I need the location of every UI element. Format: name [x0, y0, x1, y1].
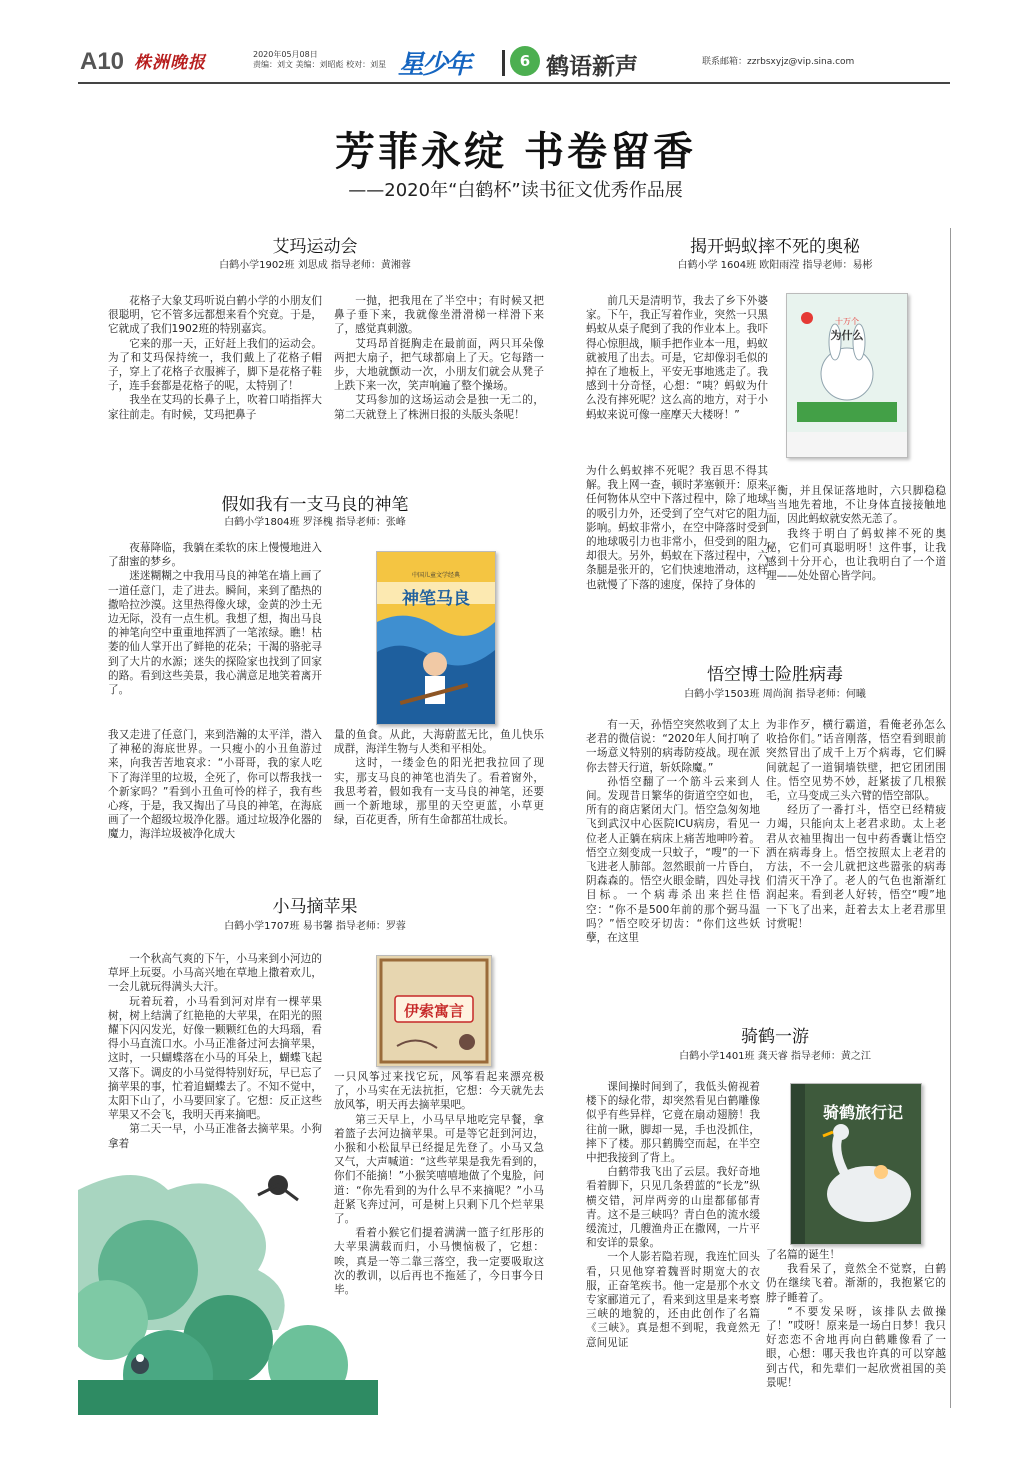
article-paragraph: 花格子大象艾玛听说白鹤小学的小朋友们很聪明，它不管多远都想来看个究竟。于是，它就成了我们1902班的特别嘉宾。: [108, 295, 322, 336]
article-paragraph: 量的鱼食。从此，大海蔚蓝无比，鱼儿快乐成群，海洋生物与人类和平相处。: [334, 729, 544, 756]
article-title: 悟空博士险胜病毒: [707, 665, 843, 685]
book-cover-why: [786, 293, 908, 458]
article-body-column: [108, 294, 322, 474]
article-body-column: [586, 464, 768, 644]
article-paragraph: 为非作歹，横行霸道，看俺老孙怎么收拾你们。”话音刚落，悟空看到眼前突然冒出了成千上万个病毒，它们瞬间就起了一道铜墙铁壁，把它团团围住。悟空见势不妙，赶紧拔了几根猴毛，立马变成三头六臂的悟空部队。: [766, 719, 946, 803]
section-brand-name: 鹤语新声: [546, 54, 638, 80]
article-paragraph: 经历了一番打斗，悟空已经精疲力竭，只能向太上老君求助。太上老君从衣袖里掏出一包中药香囊让悟空洒在病毒身上。悟空按照太上老君的方法，不一会儿就把这些嚣张的病毒们清灭干净了。老人的气色也渐渐红润起来。看到老人好转，悟空“嗖”地一下飞了出来，赶着去太上老君那里讨赏呢！: [766, 804, 946, 930]
newspaper-masthead: 株洲晚报: [134, 53, 206, 73]
tree-illustration: [78, 1150, 378, 1415]
article-paragraph: 艾玛参加的这场运动会是独一无二的，第二天就登上了株洲日报的头版头条呢！: [334, 394, 544, 421]
issue-date: 2020年05月08日: [253, 50, 318, 59]
issue-meta: [253, 50, 386, 70]
book-cover-riding-crane: [790, 1083, 922, 1245]
article-body-column: [766, 484, 946, 624]
article-body-column: [586, 1080, 760, 1406]
brand-star: 星: [398, 50, 423, 80]
book-title: 神笔马良: [402, 589, 470, 609]
article-paragraph: 白鹤带我飞出了云层。我好奇地看着脚下，只见几条碧蓝的“长龙”纵横交错，河岸两旁的山崖都郁郁青青。这不是三峡吗？青白色的流水缓缓流过，几艘渔舟正在撒网，一片平和安详的景象。: [586, 1166, 760, 1250]
book-cover-shenbi-maliang: [376, 551, 496, 725]
article-paragraph: 第二天一早，小马正准备去摘苹果。小狗拿着: [108, 1123, 322, 1150]
article-paragraph: 我坐在艾玛的长鼻子上，吹着口哨指挥大家往前走。有时候，艾玛把鼻子: [108, 394, 322, 421]
article-title: 艾玛运动会: [272, 237, 358, 257]
book-title: 骑鹤旅行记: [822, 1103, 903, 1122]
article-paragraph: 看着小猴它们提着满满一篮子红彤彤的大苹果满载而归，小马懊恼极了，它想：唉，真是一等二靠三落空，我一定要吸取这次的教训，以后再也不拖延了，今日事今日毕。: [334, 1227, 544, 1297]
article-paragraph: 一个秋高气爽的下午，小马来到小河边的草坪上玩耍。小马高兴地在草地上撒着欢儿，一会儿就玩得满头大汗。: [108, 953, 322, 994]
book-title: 为什么: [830, 329, 864, 342]
article-paragraph: “不要发呆呀，该排队去做操了！”哎呀！原来是一场白日梦！我只好恋恋不舍地再向白鹤雕像看了一眼，心想：哪天我也许真的可以穿越到古代，和先辈们一起欣赏祖国的美景呢！: [766, 1305, 946, 1389]
article-paragraph: 这时，一缕金色的阳光把我拉回了现实，那支马良的神笔也消失了。看着窗外，我思考着，假如我有一支马良的神笔，还要画一个新地球，那里的天空更蓝，小草更绿，百花更香，所有生命都茁壮成长。: [334, 757, 544, 827]
article-paragraph: 了名篇的诞生！: [766, 1249, 841, 1261]
contact-email: 联系邮箱：zzrbsxyjz@vip.sina.com: [702, 57, 855, 67]
article-body-column: [334, 294, 544, 474]
editor-credits: 责编：刘文 美编：刘昭彪 校对：刘星: [253, 60, 387, 69]
article-paragraph: 一只风筝过来找它玩，风筝看起来漂亮极了，小马实在无法抗拒，它想：今天就先去放风筝，明天再去摘苹果吧。: [334, 1071, 544, 1112]
article-paragraph: 一个人影若隐若现，我连忙回头看，只见他穿着魏晋时期宽大的衣服，正奋笔疾书。他一定是那个水文专家郦道元了，看来到这里是来考察三峡的地貌的，还由此创作了名篇《三峡》。真是想不到呢，我竟然无意间见证: [586, 1251, 760, 1349]
article-paragraph: 为什么蚂蚁摔不死呢？我百思不得其解。我上网一查，顿时茅塞顿开：原来任何物体从空中下落过程中，除了地球的吸引力外，还受到了空气对它的阻力影响。蚂蚁非常小，在空中降落时受到的地球吸引力也非常小，但受到的阻力却很大。另外，蚂蚁在下落过程中，六条腿是张开的，它们快速地滑动，这样也就慢了下落的速度，保持了身体的: [586, 465, 768, 591]
article-paragraph: 我终于明白了蚂蚁摔不死的奥秘，它们可真聪明呀！这件事，让我感到十分开心，也让我明白了一个道理——处处留心皆学问。: [766, 527, 946, 583]
article-byline: 白鹤小学1401班 龚天睿 指导老师：黄之江: [679, 1051, 871, 1062]
article-paragraph: 平衡，并且保证落地时，六只脚稳稳当当地先着地，不让身体直接接触地面，因此蚂蚁就安然无恙了。: [766, 485, 946, 526]
book-subtitle: 十万个: [835, 317, 859, 326]
article-title: 揭开蚂蚁摔不死的奥秘: [690, 237, 860, 257]
article-paragraph: 前几天是清明节，我去了乡下外婆家。下午，我正写着作业，突然一只黑蚂蚁从桌子爬到了我的作业本上。我吓得心惊胆战，顺手把作业本一甩，蚂蚁就被甩了出去。可是，它却像羽毛似的掉在了地板上，平安无事地逃走了。我感到十分奇怪，心想：“咦？蚂蚁为什么没有摔死呢？这么高的地方，对于小蚂蚁来说可像一座摩天大楼呀！”: [586, 295, 768, 421]
article-byline: 白鹤小学1503班 周尚润 指导老师：何曦: [684, 689, 866, 700]
page-number: A10: [80, 48, 125, 75]
section-brand-star-youth: [398, 44, 470, 81]
article-title: 假如我有一支马良的神笔: [221, 495, 409, 515]
article-body-column: [586, 718, 760, 1032]
article-paragraph: 有一天，孙悟空突然收到了太上老君的微信说：“2020年人间打响了一场意义特别的病毒防疫战。现在派你去替天行道，斩妖除魔。”: [586, 719, 760, 774]
article-paragraph: 我又走进了任意门，来到浩瀚的太平洋，潜入了神秘的海底世界。一只瘦小的小丑鱼游过来，向我苦苦地哀求：“小哥哥，我的家人吃下了海洋里的垃圾，全死了，你可以帮我找一个新家吗？”看到小丑鱼可怜的样子，我有些心疼，于是，我又掏出了马良的神笔，在海底画了一个超级垃圾净化器。通过垃圾净化器的魔力，海洋垃圾被净化成大: [108, 729, 322, 841]
article-title: 小马摘苹果: [272, 897, 358, 917]
article-body-column: [766, 718, 946, 1032]
article-paragraph: 玩着玩着，小马看到河对岸有一棵苹果树，树上结满了红艳艳的大苹果，在阳光的照耀下闪闪发光，好像一颗颗红色的大玛瑙，看得小马直流口水。小马正准备过河去摘苹果，这时，一只蝴蝶落在小马的耳朵上，蝴蝶飞起又落下。调皮的小马觉得特别好玩，早已忘了摘苹果的事，忙着追蝴蝶去了。不知不觉中，太阳下山了，小马要回家了。它想：反正这些苹果又不会飞，我明天再来摘吧。: [108, 995, 322, 1122]
right-border: [950, 228, 951, 1408]
article-body-column: [334, 728, 544, 868]
article-paragraph: 课间操时间到了，我低头俯视着楼下的绿化带，却突然看见白鹤雕像似乎有些异样，它竟在扇动翅膀！我往前一瞅，脚却一晃，手也没抓住，摔下了楼。那只鹤腾空而起，在半空中把我接到了背上。: [586, 1081, 760, 1165]
article-paragraph: 夜幕降临，我躺在柔软的床上慢慢地进入了甜蜜的梦乡。: [108, 542, 322, 569]
article-paragraph: 艾玛昂首挺胸走在最前面，两只耳朵像两把大扇子，把气球都扇上了天。它每踏一步，大地就颤动一次，小朋友们就会从凳子上跌下来一次，笑声响遍了整个操场。: [334, 337, 544, 393]
article-byline: 白鹤小学1804班 罗泽槐 指导老师：张峰: [224, 517, 406, 528]
page-subtitle: ——2020年“白鹤杯”读书征文优秀作品展: [348, 180, 683, 201]
header-rule: [78, 82, 950, 84]
article-paragraph: 我看呆了，竟然全不觉察，白鹤仍在继续飞着。渐渐的，我抱紧它的脖子睡着了。: [766, 1263, 946, 1304]
article-paragraph: 它来的那一天，正好赶上我们的运动会。为了和艾玛保持统一，我们戴上了花格子帽子，穿上了花格子衣服裤子，脚下是花格子鞋子，连手套都是花格子的呢，太特别了！: [108, 337, 322, 393]
book-cover-aesop-fables: [376, 955, 492, 1067]
book-title: 伊索寓言: [403, 1002, 464, 1020]
article-paragraph: 迷迷糊糊之中我用马良的神笔在墙上画了一道任意门，走了进去。瞬间，来到了酷热的撒哈拉沙漠。这里热得像火球，金黄的沙土无边无际，没有一点生机。我想了想，掏出马良的神笔向空中重重地挥洒了一笔浓绿。瞧！枯萎的仙人掌开出了鲜艳的花朵；干渴的骆驼寻到了大片的水源；迷失的探险家也找到了回家的路。看到这些美景，我心满意足地笑着离开了。: [108, 570, 322, 697]
article-byline: 白鹤小学1707班 易书馨 指导老师：罗蓉: [224, 921, 406, 932]
article-body-column: [108, 728, 322, 868]
article-title: 骑鹤一游: [741, 1027, 809, 1047]
article-paragraph: 第三天早上，小马早早地吃完早餐，拿着篮子去河边摘苹果。可是等它赶到河边，小猴和小松鼠早已经提足先登了。小马又急又气，大声喊道：“这些苹果是我先看到的，你们不能摘！”小猴笑嘻嘻地做了个鬼脸，问道：“你先看到的为什么早不来摘呢？”小马赶紧飞奔过河，可是树上只剩下几个烂苹果了。: [334, 1113, 544, 1226]
article-body-column: [108, 541, 322, 727]
book-series: 中国儿童文学经典: [411, 572, 460, 579]
crane-logo-icon: 6: [510, 46, 540, 76]
brand-youth: 少年: [422, 50, 471, 80]
article-body-column: [766, 1248, 946, 1408]
article-byline: 白鹤小学 1604班 欧阳雨滢 指导老师：易彬: [677, 260, 873, 271]
article-paragraph: 孙悟空翻了一个筋斗云来到人间。发现昔日繁华的街道空空如也，所有的商店紧闭大门。悟空急匆匆地飞到武汉中心医院ICU病房，看见一位老人正躺在病床上痛苦地呻吟着。悟空立刻变成一只蚊子，“嗖”的一下飞进老人肺部。忽然眼前一片昏白，阴森森的。悟空火眼金睛，四处寻找目标。一个病毒杀出来拦住悟空：“你不是500年前的那个弼马温吗？”悟空咬牙切齿：“你们这些妖孽，在这里: [586, 775, 760, 945]
page-title: 芳菲永绽 书卷留香: [335, 129, 696, 175]
article-paragraph: 一抛，把我甩在了半空中；有时候又把鼻子垂下来，我就像坐滑滑梯一样滑下来了，感觉真刺激。: [334, 295, 544, 336]
brand-divider: [502, 50, 505, 76]
article-byline: 白鹤小学1902班 刘思成 指导老师：黄湘蓉: [219, 260, 411, 271]
article-body-column: [586, 294, 768, 462]
